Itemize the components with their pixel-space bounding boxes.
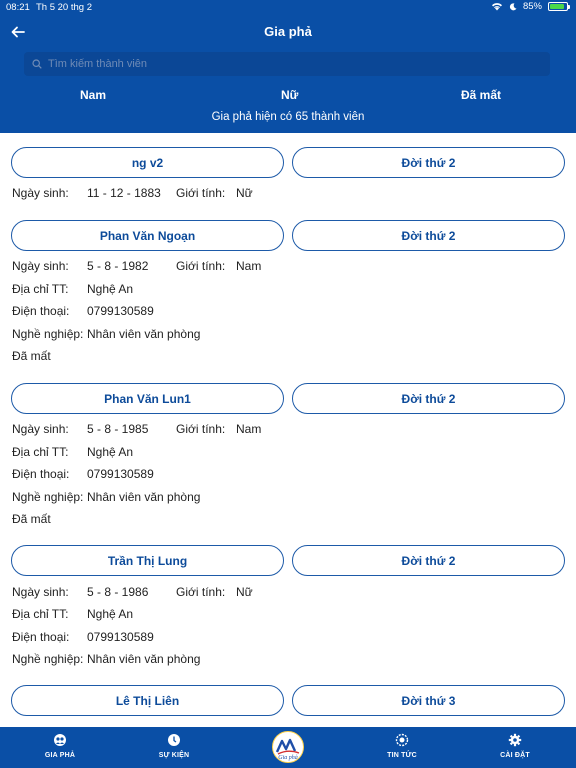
job-row	[12, 490, 200, 504]
job-label: Nghề nghiệp:	[12, 327, 84, 341]
event-icon	[167, 733, 181, 747]
member-name-button[interactable]: Trần Thị Lung	[11, 545, 284, 576]
dob-row	[12, 585, 253, 599]
moon-icon	[509, 3, 517, 11]
phone-row	[12, 304, 154, 318]
member-count: Gia phả hiện có 65 thành viên	[211, 111, 365, 123]
gender-value: Nữ	[236, 186, 253, 200]
generation-button[interactable]: Đời thứ 2	[292, 383, 565, 414]
generation-button[interactable]: Đời thứ 2	[292, 545, 565, 576]
dob-label: Ngày sinh:	[12, 186, 69, 200]
dob-value: 11 - 12 - 1883	[87, 186, 161, 200]
address-label: Địa chỉ TT:	[12, 282, 69, 296]
generation-button[interactable]: Đời thứ 3	[292, 685, 565, 716]
address-row	[12, 445, 133, 459]
status-date: Th 5 20 thg 2	[36, 2, 92, 13]
tab-gia-pha[interactable]	[20, 727, 100, 768]
phone-row	[12, 467, 154, 481]
page-title: Gia phả	[264, 24, 312, 39]
phone-label: Điện thoại:	[12, 304, 70, 318]
gender-label: Giới tính:	[176, 585, 226, 599]
tab-tin-tuc[interactable]	[362, 727, 442, 768]
job-value: Nhân viên văn phòng	[87, 652, 201, 666]
gear-icon	[508, 733, 522, 747]
tab-label: TIN TỨC	[387, 752, 417, 759]
tab-label: CÀI ĐẶT	[500, 752, 530, 759]
gender-value: Nam	[236, 259, 262, 273]
news-icon	[395, 733, 409, 747]
phone-row	[12, 630, 154, 644]
job-label: Nghề nghiệp:	[12, 490, 84, 504]
app-header	[0, 0, 576, 133]
filter-deceased[interactable]: Đã mất	[461, 88, 502, 102]
tab-label: GIA PHẢ	[44, 752, 76, 759]
phone-value: 0799130589	[87, 304, 154, 318]
job-row	[12, 327, 200, 341]
address-label: Địa chỉ TT:	[12, 445, 69, 459]
phone-label: Điện thoại:	[12, 467, 70, 481]
member-name-button[interactable]: Phan Văn Ngoạn	[11, 220, 284, 251]
generation-button[interactable]: Đời thứ 2	[292, 220, 565, 251]
gender-value: Nam	[236, 422, 262, 436]
app-logo-button[interactable]	[272, 731, 304, 763]
phone-value: 0799130589	[87, 630, 154, 644]
dob-label: Ngày sinh:	[12, 259, 69, 273]
tab-cai-dat[interactable]	[475, 727, 555, 768]
search-bar[interactable]	[24, 52, 550, 76]
dob-row	[12, 422, 261, 436]
battery-fill	[550, 4, 564, 9]
status-indicators	[491, 1, 568, 12]
family-tree-icon	[53, 733, 67, 747]
search-input[interactable]	[48, 58, 528, 70]
bottom-tab-bar	[0, 727, 576, 768]
address-label: Địa chỉ TT:	[12, 607, 69, 621]
dob-label: Ngày sinh:	[12, 585, 69, 599]
filter-female[interactable]: Nữ	[281, 88, 299, 102]
search-icon	[32, 59, 42, 69]
member-name-button[interactable]: Lê Thị Liên	[11, 685, 284, 716]
tab-su-kien[interactable]	[134, 727, 214, 768]
dob-row	[12, 186, 253, 200]
job-label: Nghề nghiệp:	[12, 652, 84, 666]
logo-text: Gia phả	[278, 755, 298, 761]
dob-row	[12, 259, 261, 273]
deceased-status: Đã mất	[12, 349, 51, 363]
address-value: Nghệ An	[87, 445, 134, 459]
gender-label: Giới tính:	[176, 186, 226, 200]
deceased-status: Đã mất	[12, 512, 51, 526]
status-time: 08:21	[6, 2, 30, 13]
generation-button[interactable]: Đời thứ 2	[292, 147, 565, 178]
job-row	[12, 652, 200, 666]
phone-label: Điện thoại:	[12, 630, 70, 644]
dob-label: Ngày sinh:	[12, 422, 69, 436]
address-value: Nghệ An	[87, 607, 134, 621]
tab-label: SỰ KIỆN	[158, 752, 190, 759]
battery-percent: 85%	[522, 1, 542, 12]
member-list[interactable]	[0, 133, 576, 727]
address-value: Nghệ An	[87, 282, 134, 296]
member-name-button[interactable]: ng v2	[11, 147, 284, 178]
gender-label: Giới tính:	[176, 259, 226, 273]
battery-icon	[548, 2, 568, 11]
wifi-icon	[491, 2, 503, 11]
address-row	[12, 607, 133, 621]
job-value: Nhân viên văn phòng	[87, 327, 201, 341]
status-bar	[0, 0, 576, 16]
dob-value: 5 - 8 - 1985	[87, 422, 149, 436]
address-row	[12, 282, 133, 296]
gender-value: Nữ	[236, 585, 253, 599]
job-value: Nhân viên văn phòng	[87, 490, 201, 504]
phone-value: 0799130589	[87, 467, 154, 481]
member-name-button[interactable]: Phan Văn Lun1	[11, 383, 284, 414]
dob-value: 5 - 8 - 1986	[87, 585, 149, 599]
filter-male[interactable]: Nam	[80, 88, 107, 102]
gender-label: Giới tính:	[176, 422, 226, 436]
dob-value: 5 - 8 - 1982	[87, 259, 149, 273]
app-logo	[273, 732, 303, 762]
